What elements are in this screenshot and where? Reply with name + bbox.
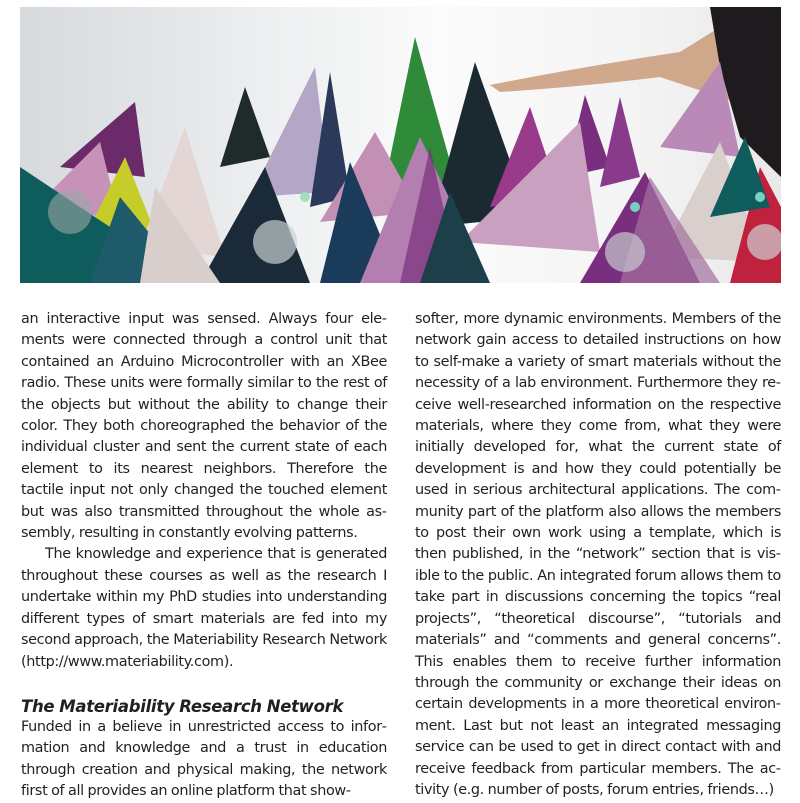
speaker: [253, 220, 297, 264]
body-paragraph: Funded in a believe in unrestricted access to information and knowledge and a trust in education through creation and physical making, the network first of all provides an online platform that show-: [21, 718, 387, 800]
led: [300, 192, 310, 202]
pyramid: [600, 97, 640, 187]
body-paragraph: softer, more dynamic environments. Members of the network gain access to detailed instructions on how to self-make a variety of smart materials without the necessity of a lab environment. Furthermore they receive well-researched information on the respective materials, where they come from, what they were initially developed for, what the current state of development is and how they could potentially be used in serious architectural applications. The community part of the platform also allows the members to post their own work using a template, which is then published, in the “network” section that is visible to the public. An integrated forum allows them to take part in discussions concerning the topics “real projects”, “theoretical discourse”, “tutorials and materials” and “comments and general concerns”. This enables them to receive further information through the community or exchange their ideas on certain developments in a more theoretical environment. Last but not least an integrated messaging service can be used to get in direct contact with and receive feedback from particular members. The activity (e.g. number of posts, forum entries, friends…): [415, 311, 781, 798]
installation-photo: [20, 7, 781, 283]
led: [755, 192, 765, 202]
body-paragraph: an interactive input was sensed. Always four elements were connected through a control unit that contained an Arduino Microcontroller with an XBee radio. These units were formally similar to the rest of the objects but without the ability to change their color. They both choreographed the behavior of the individual cluster and sent the current state of each element to its nearest neighbors. Therefore the tactile input not only changed the touched element but was also transmitted throughout the whole assembly, resulting in constantly evolving patterns.: [21, 311, 387, 542]
speaker: [48, 190, 92, 234]
section-heading: The Materiability Research Network: [21, 696, 344, 716]
pyramid: [220, 87, 270, 167]
right-column: [415, 309, 781, 801]
body-paragraph: The knowledge and experience that is generated throughout these courses as well as the research I undertake within my PhD studies into understanding different types of smart materials are fed into my second approach, the Materiability Research Network (http://www.materiability.com).: [21, 546, 387, 670]
speaker: [605, 232, 645, 272]
led: [630, 202, 640, 212]
photo-illustration: [20, 7, 781, 283]
left-column: [21, 309, 387, 803]
